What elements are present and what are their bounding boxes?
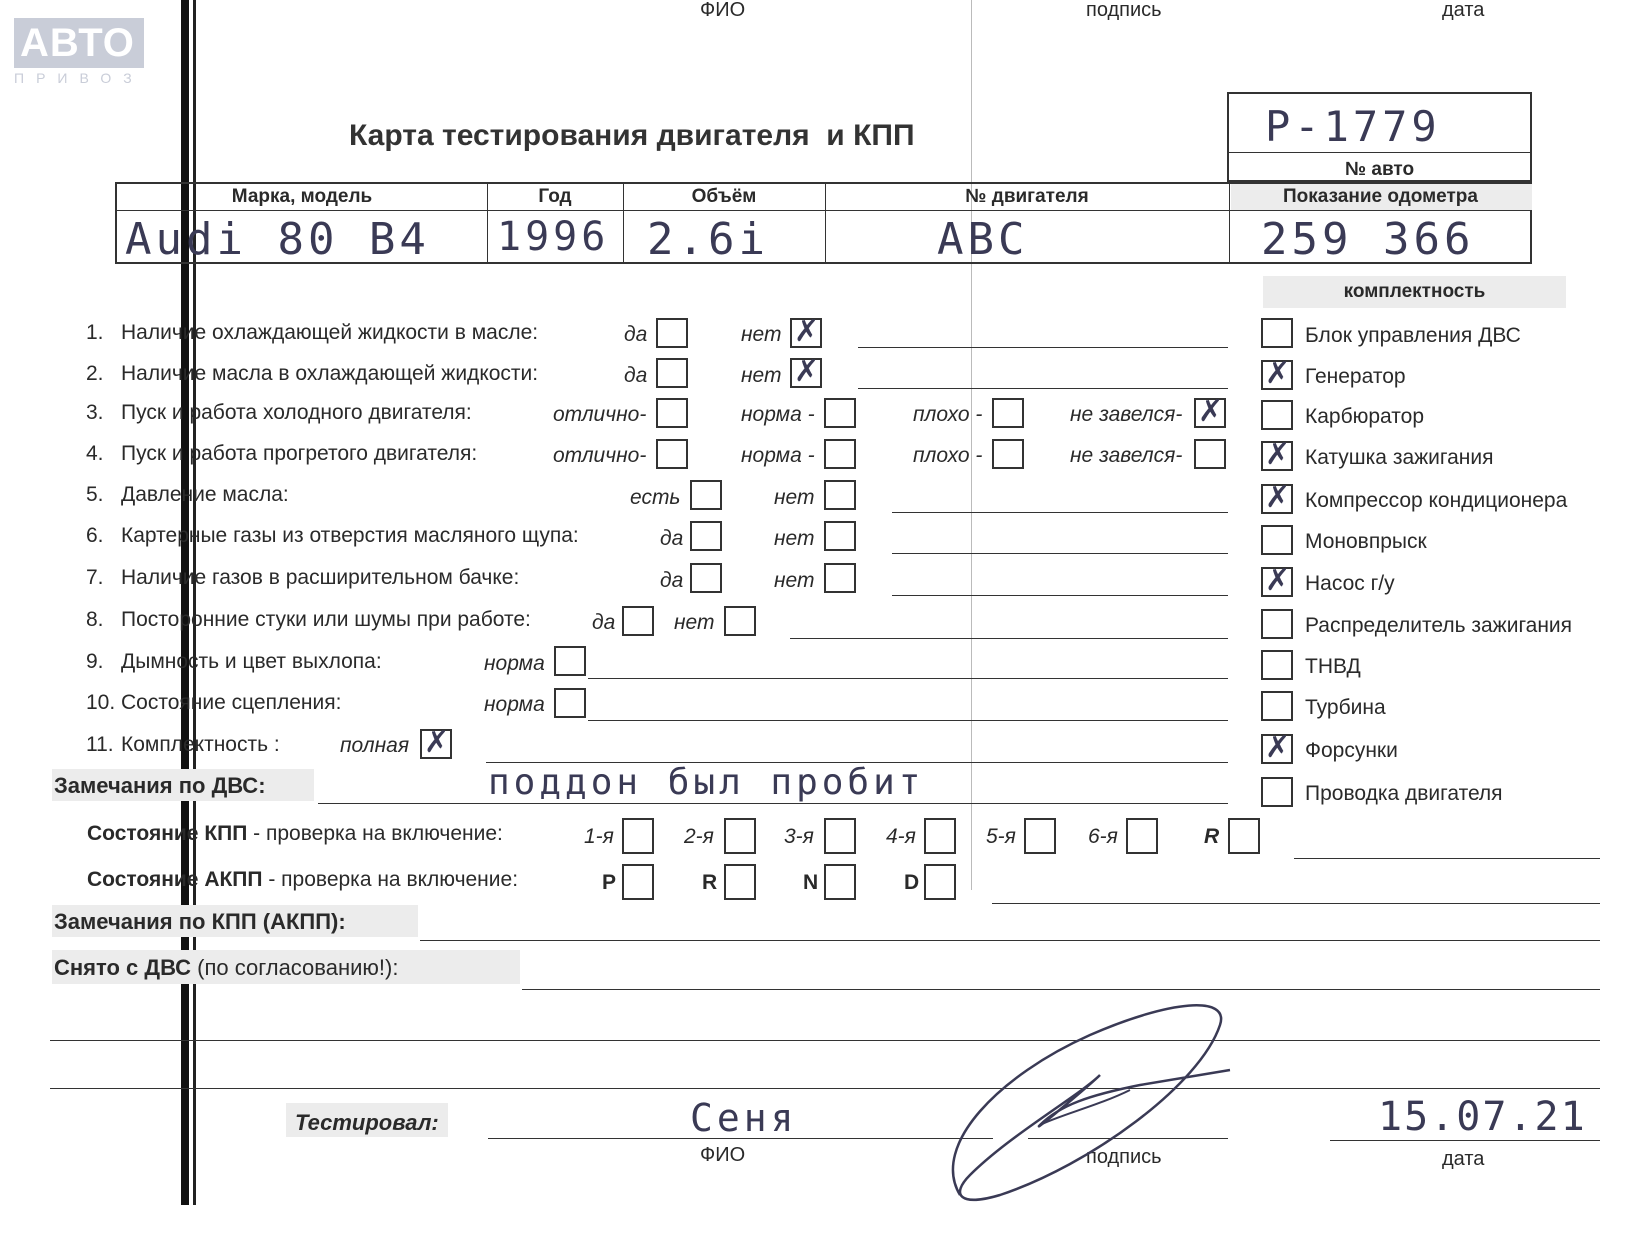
akpp-gear-label: P [602, 871, 617, 894]
option-label: норма [484, 652, 545, 675]
option-label: отлично- [553, 444, 647, 467]
gear-label: 3-я [784, 825, 814, 848]
checkbox[interactable] [824, 480, 856, 510]
check-mark-icon: ✗ [794, 314, 820, 349]
car-number-value: P-1779 [1265, 102, 1441, 151]
akpp-gear-label: N [803, 871, 819, 894]
checkbox[interactable] [1194, 439, 1226, 469]
header-year: Год [538, 186, 572, 207]
checkbox[interactable] [724, 606, 756, 636]
question-number: 10. [86, 691, 116, 714]
akpp-line [992, 903, 1600, 904]
akpp-gear-label: R [702, 871, 718, 894]
answer-line [588, 678, 1228, 679]
header-odometer: Показание одометра [1283, 186, 1478, 207]
checkbox[interactable] [690, 480, 722, 510]
remarks-dvs-label: Замечания по ДВС: [54, 773, 266, 798]
checkbox[interactable] [1261, 650, 1293, 680]
checkbox[interactable] [1261, 525, 1293, 555]
question-number: 2. [86, 362, 104, 385]
logo [14, 18, 144, 86]
handwritten-signature [940, 995, 1240, 1205]
extra-line [50, 1040, 1600, 1041]
gear-checkbox[interactable] [924, 818, 956, 854]
checkbox[interactable] [690, 563, 722, 593]
question-number: 4. [86, 442, 104, 465]
checkbox[interactable] [690, 521, 722, 551]
remarks-kpp-line [420, 940, 1600, 941]
answer-line [858, 347, 1228, 348]
akpp-label-bold: Состояние АКПП [87, 868, 263, 891]
completeness-item: Форсунки [1305, 739, 1398, 762]
option-label: не завелся- [1070, 444, 1183, 467]
fio-line [488, 1138, 993, 1139]
question-text: Наличие охлаждающей жидкости в масле: [121, 321, 539, 344]
answer-line [790, 638, 1228, 639]
akpp-gear-checkbox[interactable] [924, 864, 956, 900]
option-label: да [624, 323, 648, 346]
option-label: нет [774, 527, 815, 550]
top-fio-label: ФИО [700, 0, 746, 21]
gear-checkbox[interactable] [622, 818, 654, 854]
checkbox-checked[interactable] [1261, 356, 1293, 391]
value-brand: Audi 80 B4 [125, 214, 430, 265]
question-text: Наличие газов в расширительном бачке: [121, 566, 520, 589]
checkbox[interactable] [824, 439, 856, 469]
vehicle-table [115, 182, 1532, 264]
tested-label: Тестировал: [295, 1110, 439, 1135]
question-number: 7. [86, 566, 104, 589]
checkbox[interactable] [1261, 400, 1293, 430]
question-number: 5. [86, 483, 104, 506]
value-engine-number: ABC [937, 214, 1029, 265]
car-number-label: № авто [1344, 159, 1415, 180]
akpp-label [87, 869, 518, 890]
completeness-item: Насос г/у [1305, 572, 1395, 595]
extra-line [50, 1088, 1600, 1089]
gear-checkbox[interactable] [1126, 818, 1158, 854]
answer-line [858, 388, 1228, 389]
checkbox-checked[interactable] [790, 314, 822, 349]
completeness-item: Карбюратор [1305, 405, 1425, 428]
option-label: норма [484, 693, 545, 716]
akpp-gear-checkbox[interactable] [724, 864, 756, 900]
completeness-item: Моновпрыск [1305, 530, 1427, 553]
logo-brand: АВТО [14, 18, 144, 68]
question-text: Комплектность : [121, 733, 280, 756]
completeness-item: Проводка двигателя [1305, 782, 1503, 805]
checkbox[interactable] [992, 439, 1024, 469]
option-label: нет [741, 323, 782, 346]
remarks-kpp-label: Замечания по КПП (АКПП): [54, 909, 346, 934]
date-line [1330, 1140, 1600, 1141]
completeness-item: Блок управления ДВС [1305, 324, 1521, 347]
completeness-title: комплектность [1343, 281, 1486, 302]
kpp-label-rest: - проверка на включение: [247, 822, 503, 845]
question-text: Наличие масла в охлаждающей жидкости: [121, 362, 539, 385]
header-engine-number: № двигателя [965, 186, 1089, 207]
remarks-dvs-value: поддон был пробит [488, 762, 925, 803]
check-mark-icon: ✗ [424, 725, 450, 760]
removed-label-rest: (по согласованию!): [191, 955, 399, 980]
check-mark-icon: ✗ [794, 354, 820, 389]
removed-label-bold: Снято с ДВС [54, 955, 192, 980]
scan-stripe [181, 0, 189, 1205]
answer-line [892, 595, 1228, 596]
kpp-label [87, 823, 503, 844]
question-number: 6. [86, 524, 104, 547]
check-mark-icon: ✗ [1265, 480, 1291, 515]
tester-name: Сеня [690, 1096, 798, 1140]
gear-checkbox[interactable] [724, 818, 756, 854]
value-year: 1996 [497, 214, 610, 260]
checkbox-checked[interactable] [790, 354, 822, 389]
option-label: плохо - [913, 444, 983, 467]
checkbox[interactable] [824, 398, 856, 428]
checkbox-checked[interactable] [1261, 563, 1293, 598]
question-text: Посторонние стуки или шумы при работе: [121, 608, 531, 631]
option-label: да [592, 611, 616, 634]
gear-label: 1-я [584, 825, 614, 848]
gear-label: 4-я [886, 825, 916, 848]
check-mark-icon: ✗ [1265, 437, 1291, 472]
completeness-item: ТНВД [1305, 655, 1361, 678]
question-text: Дымность и цвет выхлопа: [121, 650, 382, 673]
option-label: не завелся- [1070, 403, 1183, 426]
option-label: полная [340, 734, 410, 757]
question-number: 3. [86, 401, 104, 424]
kpp-label-bold: Состояние КПП [87, 822, 248, 845]
gear-label: R [1204, 825, 1220, 848]
logo-sub: ПРИВОЗ [14, 70, 144, 86]
question-text: Пуск и работа холодного двигателя: [121, 401, 472, 424]
removed-label [54, 957, 398, 979]
footer-signature-label: подпись [1086, 1146, 1162, 1168]
checkbox-checked[interactable] [1261, 437, 1293, 472]
completeness-item: Генератор [1305, 365, 1406, 388]
gear-label: 5-я [986, 825, 1016, 848]
gear-checkbox[interactable] [1228, 818, 1260, 854]
option-label: нет [774, 486, 815, 509]
check-mark-icon: ✗ [1265, 563, 1291, 598]
option-label: да [624, 364, 648, 387]
checkbox[interactable] [656, 439, 688, 469]
completeness-item: Катушка зажигания [1305, 446, 1494, 469]
option-label: норма - [741, 403, 815, 426]
checkbox[interactable] [656, 318, 688, 348]
checkbox[interactable] [1261, 318, 1293, 348]
value-volume: 2.6i [647, 214, 769, 265]
checkbox[interactable] [554, 688, 586, 718]
scan-stripe-thin [193, 0, 196, 1205]
question-number: 11. [86, 733, 114, 756]
akpp-gear-checkbox[interactable] [824, 864, 856, 900]
footer-date-label: дата [1442, 1148, 1485, 1170]
question-text: Картерные газы из отверстия масляного щупа: [121, 524, 579, 547]
top-signature-label: подпись [1086, 0, 1162, 21]
option-label: да [660, 527, 684, 550]
checkbox[interactable] [622, 606, 654, 636]
header-brand: Марка, модель [231, 186, 373, 207]
option-label: нет [774, 569, 815, 592]
option-label: нет [674, 611, 715, 634]
page-title: Карта тестирования двигателя и КПП [349, 119, 915, 152]
checkbox-checked[interactable] [1261, 480, 1293, 515]
remarks-dvs-line [318, 803, 1228, 804]
question-text: Давление масла: [121, 483, 289, 506]
checkbox[interactable] [656, 358, 688, 388]
gear-label: 2-я [684, 825, 714, 848]
checkbox[interactable] [1261, 777, 1293, 807]
value-odometer: 259 366 [1261, 214, 1475, 265]
answer-line [892, 512, 1228, 513]
top-date-label: дата [1442, 0, 1485, 21]
checkbox[interactable] [1261, 691, 1293, 721]
check-mark-icon: ✗ [1265, 730, 1291, 765]
checkbox[interactable] [656, 398, 688, 428]
gear-label: 6-я [1088, 825, 1118, 848]
completeness-item: Компрессор кондиционера [1305, 489, 1568, 512]
checkbox[interactable] [824, 521, 856, 551]
checkbox-checked[interactable] [1194, 394, 1226, 429]
option-label: да [660, 569, 684, 592]
header-volume: Объём [691, 186, 757, 207]
car-number-box [1227, 92, 1532, 182]
gear-checkbox[interactable] [1024, 818, 1056, 854]
question-number: 1. [86, 321, 104, 344]
akpp-label-rest: - проверка на включение: [262, 868, 519, 891]
checkbox-checked[interactable] [1261, 730, 1293, 765]
question-number: 9. [86, 650, 104, 673]
checkbox[interactable] [824, 563, 856, 593]
completeness-item: Распределитель зажигания [1305, 614, 1573, 637]
checkbox[interactable] [992, 398, 1024, 428]
answer-line [892, 553, 1228, 554]
test-date: 15.07.21 [1378, 1094, 1587, 1140]
question-text: Состояние сцепления: [121, 691, 342, 714]
option-label: норма - [741, 444, 815, 467]
check-mark-icon: ✗ [1265, 356, 1291, 391]
question-text: Пуск и работа прогретого двигателя: [121, 442, 478, 465]
answer-line [588, 720, 1228, 721]
checkbox[interactable] [1261, 609, 1293, 639]
checkbox-checked[interactable] [420, 725, 452, 760]
footer-fio-label: ФИО [700, 1144, 746, 1166]
check-mark-icon: ✗ [1198, 394, 1224, 429]
option-label: отлично- [553, 403, 647, 426]
question-number: 8. [86, 608, 104, 631]
kpp-line [1294, 858, 1600, 859]
removed-line [522, 989, 1600, 990]
completeness-item: Турбина [1305, 696, 1386, 719]
checkbox[interactable] [554, 646, 586, 676]
gear-checkbox[interactable] [824, 818, 856, 854]
akpp-gear-checkbox[interactable] [622, 864, 654, 900]
option-label: есть [630, 486, 681, 509]
akpp-gear-label: D [904, 871, 920, 894]
option-label: нет [741, 364, 782, 387]
option-label: плохо - [913, 403, 983, 426]
